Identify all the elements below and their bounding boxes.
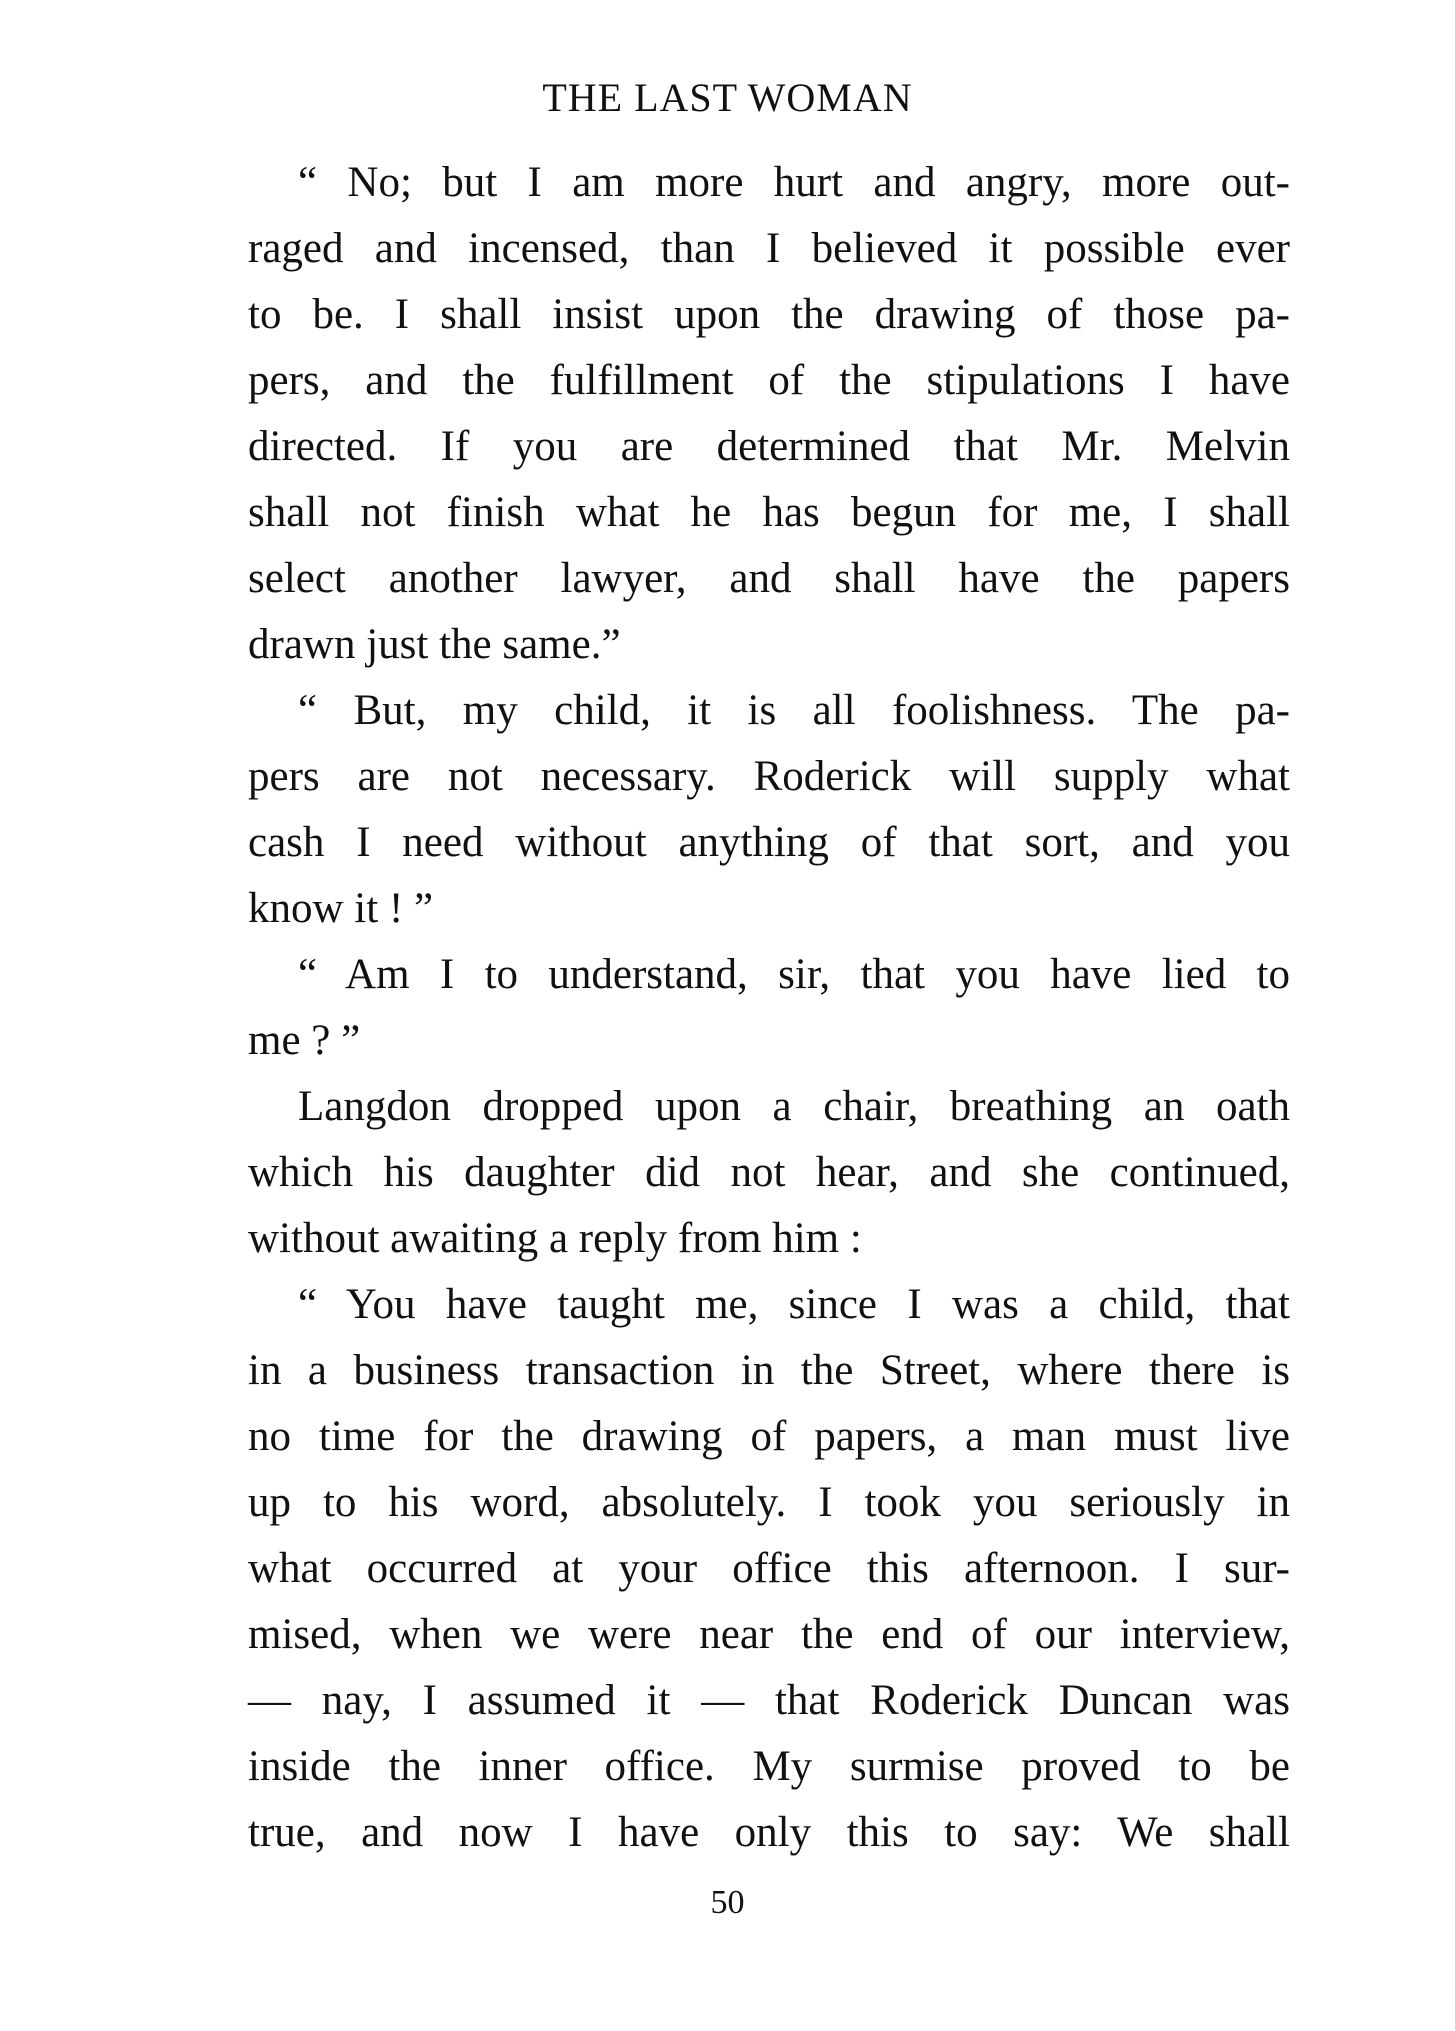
text-line: Langdon dropped upon a chair, breathing an oath: [298, 1083, 1290, 1130]
text-line: without awaiting a reply from him :: [248, 1215, 862, 1262]
text-line: which his daughter did not hear, and she continued,: [248, 1149, 1290, 1196]
text-line: “ Am I to understand, sir, that you have lied to: [298, 951, 1290, 998]
text-line: “ But, my child, it is all foolishness. The pa-: [298, 687, 1290, 734]
text-line: — nay, I assumed it — that Roderick Duncan was: [248, 1677, 1290, 1724]
text-line: what occurred at your office this afternoon. I sur-: [248, 1545, 1290, 1592]
text-line: shall not finish what he has begun for me, I shall: [248, 489, 1290, 536]
text-line: no time for the drawing of papers, a man must live: [248, 1413, 1290, 1460]
text-line: raged and incensed, than I believed it possible ever: [248, 225, 1290, 272]
text-line: inside the inner office. My surmise proved to be: [248, 1743, 1290, 1790]
text-line: pers, and the fulfillment of the stipulations I have: [248, 357, 1290, 404]
page-number: 50: [710, 1884, 745, 1921]
text-line: know it ! ”: [248, 885, 434, 932]
text-line: “ No; but I am more hurt and angry, more out-: [298, 159, 1290, 206]
text-line: drawn just the same.”: [248, 621, 621, 668]
body-text: [248, 150, 1290, 1866]
text-line: to be. I shall insist upon the drawing of those pa-: [248, 291, 1290, 338]
text-line: “ You have taught me, since I was a child, that: [298, 1281, 1290, 1328]
text-line: true, and now I have only this to say: We shall: [248, 1809, 1290, 1856]
text-line: me ? ”: [248, 1017, 361, 1064]
text-line: select another lawyer, and shall have the papers: [248, 555, 1290, 602]
running-head: THE LAST WOMAN: [542, 75, 913, 120]
text-line: in a business transaction in the Street, where there is: [248, 1347, 1290, 1394]
text-line: pers are not necessary. Roderick will supply what: [248, 753, 1290, 800]
text-line: cash I need without anything of that sort, and you: [248, 819, 1290, 866]
text-line: mised, when we were near the end of our interview,: [248, 1611, 1290, 1658]
text-line: up to his word, absolutely. I took you seriously in: [248, 1479, 1290, 1526]
text-line: directed. If you are determined that Mr. Melvin: [248, 423, 1290, 470]
